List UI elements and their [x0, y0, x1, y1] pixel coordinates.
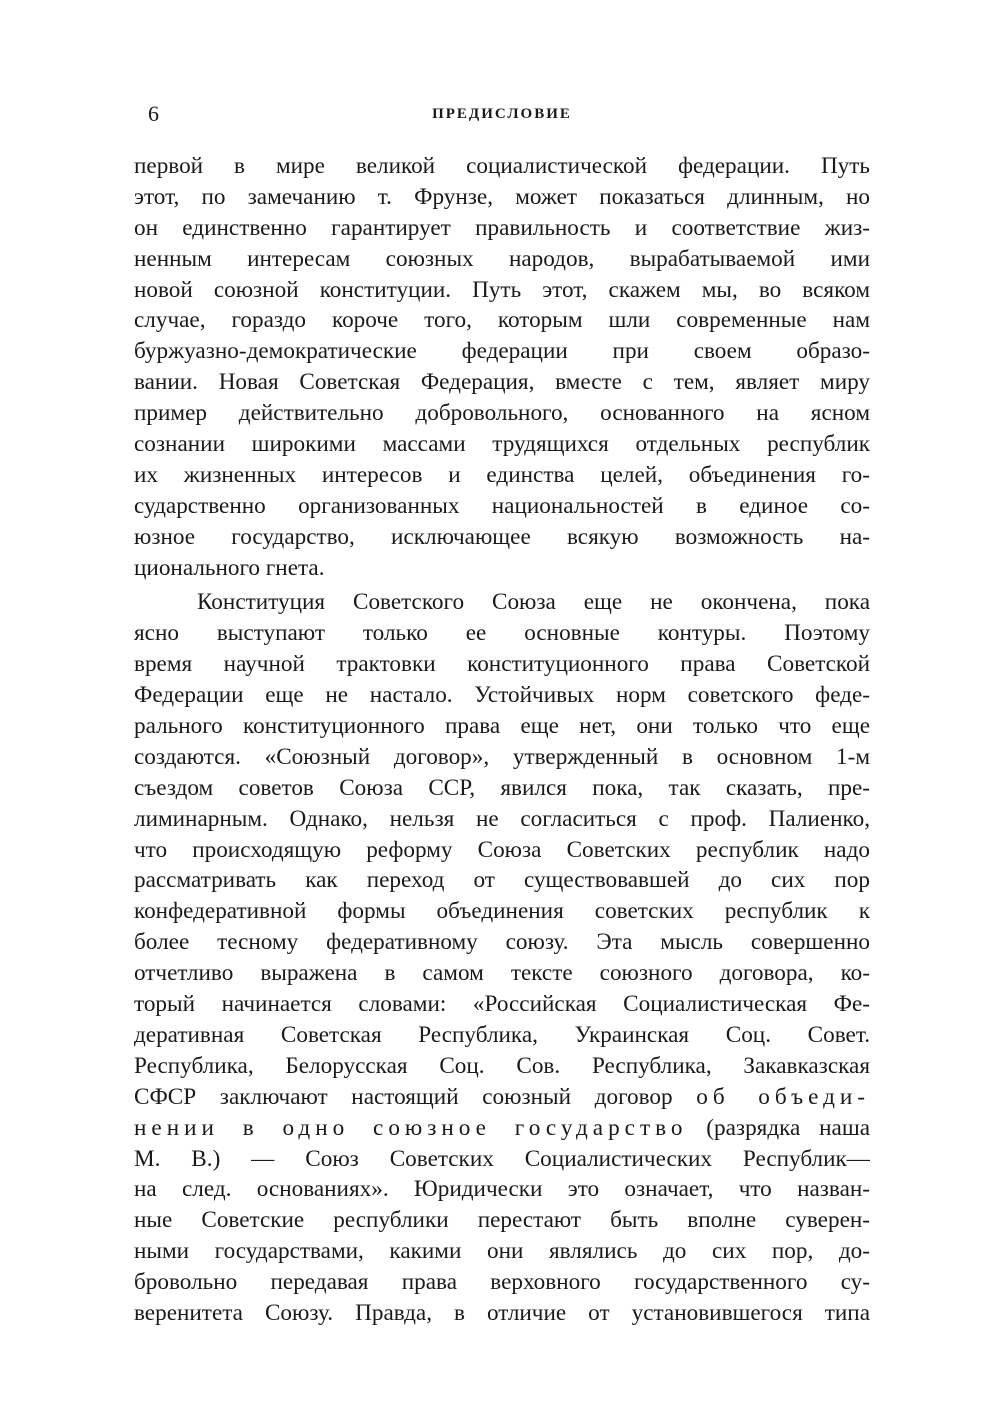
text-line: торый начинается словами: «Российская Социалистическая Фе- — [134, 991, 870, 1018]
text-line: новой союзной конституции. Путь этот, скажем мы, во всяком — [134, 276, 870, 303]
text-line: что происходящую реформу Союза Советских республик надо — [134, 836, 870, 863]
text-line: создаются. «Союзный договор», утвержденный в основном 1-м — [134, 743, 870, 770]
text-line: М. В.) — Союз Советских Социалистических Республик— — [134, 1145, 870, 1172]
spaced-emphasis: об объеди- — [696, 1083, 870, 1110]
text-line: вании. Новая Советская Федерация, вместе с тем, являет миру — [134, 369, 870, 396]
text-run: СФСР заключают настоящий союзный договор — [134, 1083, 697, 1110]
text-line: первой в мире великой социалистической федерации. Путь — [134, 153, 870, 179]
text-line: буржуазно-демократические федерации при своем образо- — [134, 338, 870, 365]
text-run: (разрядка наша — [687, 1114, 870, 1141]
text-line: ные Советские республики перестают быть вполне суверен- — [134, 1207, 870, 1234]
text-line: он единственно гарантирует правильность и соответствие жиз- — [134, 214, 870, 241]
text-line: юзное государство, исключающее всякую возможность на- — [134, 523, 870, 550]
text-line: веренитета Союзу. Правда, в отличие от установившегося типа — [134, 1299, 870, 1326]
text-line: Конституция Советского Союза еще не окончена, пока — [197, 589, 870, 616]
text-line: конфедеративной формы объединения советских республик к — [134, 898, 870, 925]
text-line: пример действительно добровольного, основанного на ясном — [134, 400, 870, 427]
text-line: отчетливо выражена в самом тексте союзного договора, ко- — [134, 960, 870, 987]
text-line: Республика, Белорусская Соц. Сов. Республика, Закавказская — [134, 1052, 870, 1079]
running-head — [134, 100, 870, 130]
text-line: ционального гнета. — [134, 554, 325, 581]
body-text — [134, 151, 870, 1329]
text-line — [134, 1113, 870, 1144]
text-line: бровольно передавая права верховного государственного су- — [134, 1269, 870, 1296]
text-line: ными государствами, какими они являлись до сих пор, до- — [134, 1238, 870, 1265]
text-line: рального конституционного права еще нет, они только что еще — [134, 713, 870, 740]
text-line: деративная Советская Республика, Украинская Соц. Совет. — [134, 1021, 870, 1048]
spaced-emphasis: нении в одно союзное государство — [134, 1114, 688, 1141]
text-line: рассматривать как переход от существовавшей до сих пор — [134, 867, 870, 894]
text-line: время научной трактовки конституционного права Советской — [134, 651, 870, 678]
text-line: этот, по замечанию т. Фрунзе, может показаться длинным, но — [134, 183, 870, 210]
text-line: ненным интересам союзных народов, вырабатываемой ими — [134, 245, 870, 272]
section-title: ПРЕДИСЛОВИЕ — [432, 106, 572, 122]
text-line: ясно выступают только ее основные контуры. Поэтому — [134, 620, 870, 647]
text-line: сознании широкими массами трудящихся отдельных республик — [134, 431, 870, 458]
text-line: случае, гораздо короче того, которым шли современные нам — [134, 307, 870, 334]
page-number: 6 — [148, 101, 159, 126]
text-line: сударственно организованных национальностей в единое со- — [134, 492, 870, 519]
text-line: лиминарным. Однако, нельзя не согласиться с проф. Палиенко, — [134, 805, 870, 832]
text-line: их жизненных интересов и единства целей, объединения го- — [134, 461, 870, 488]
text-line: на след. основаниях». Юридически это означает, что назван- — [134, 1176, 870, 1203]
text-line: съездом советов Союза ССР, явился пока, так сказать, пре- — [134, 774, 870, 801]
text-line: Федерации еще не настало. Устойчивых норм советского феде- — [134, 682, 870, 709]
text-line: более тесному федеративному союзу. Эта мысль совершенно — [134, 929, 870, 956]
text-line — [134, 1082, 870, 1113]
